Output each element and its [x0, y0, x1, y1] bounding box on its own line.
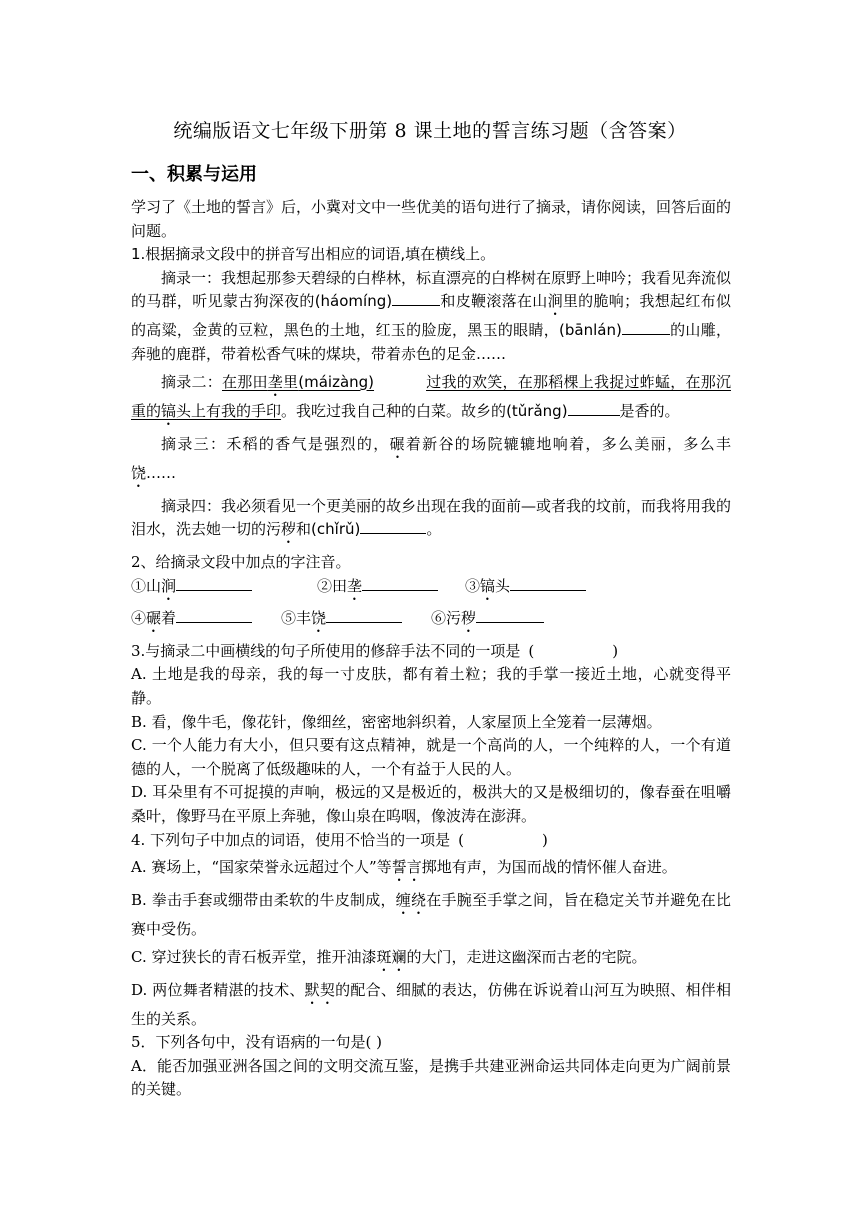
q2-blank[interactable] — [176, 575, 252, 591]
q2-blank[interactable] — [510, 575, 586, 591]
blank-turang[interactable] — [568, 400, 620, 416]
excerpt-4: 摘录四：我必须看见一个更美丽的故乡出现在我的面前—或者我的坟前，而我将用我的泪水，洗去她一切的污秽和(chǐrǔ) 。 — [131, 496, 732, 539]
q3-option-a: A. 土地是我的母亲，我的每一寸皮肤，都有着土粒；我的手掌一接近土地，心就变得平静。 — [131, 665, 731, 707]
excerpt-3: 摘录三：禾稻的香气是强烈的，碾着新谷的场院辘辘地响着，多么美丽，多么丰饶…… — [131, 434, 731, 482]
q4-option-b: B. 拳击手套或绷带由柔软的牛皮制成，缠绕在手腕至手掌之间，旨在稳定关节并避免在比赛中受伤。 — [131, 891, 731, 939]
q5-option-a: A．能否加强亚洲各国之间的文明交流互鉴，是携手共建亚洲命运共同体走向更为广阔前景的关键。 — [131, 1056, 731, 1099]
blank-banlan[interactable] — [622, 319, 670, 335]
dotted-char-jian: 涧 — [547, 292, 563, 311]
q5-stem: 5．下列各句中，没有语病的一句是( ) — [131, 1033, 383, 1052]
q4-stem: 4. 下列句子中加点的词语，使用不恰当的一项是 ( ) — [131, 830, 548, 849]
q3-option-c: C. 一个人能力有大小，但只要有这点精神，就是一个高尚的人，一个纯粹的人，一个有道德的人，一个脱离了低级趣味的人，一个有益于人民的人。 — [131, 736, 731, 778]
q2-item: ⑤丰饶 — [281, 607, 431, 636]
dotted-char-gao: 镐 — [161, 401, 177, 420]
dotted-word: 默契 — [304, 980, 336, 999]
q2-blank[interactable] — [326, 607, 402, 623]
q2-item: ④碾着 — [131, 607, 281, 636]
pinyin-maizang: (máizàng) — [298, 372, 375, 391]
pinyin-haoming: (háomíng) — [314, 292, 393, 311]
dotted-word: 誓言 — [391, 858, 422, 877]
dotted-char-nian: 碾 — [389, 434, 406, 453]
excerpt-1: 摘录一：我想起那参天碧绿的白桦林，标直漂亮的白桦树在原野上呻吟；我看见奔流似的马群，听见蒙古狗深夜的(háomíng) 和皮鞭滚落在山涧里的脆响；我想起红布似的高粱，金黄的豆粒，黑色的土地，红玉的脸庞，黑玉的眼睛，(bānlán) 的山雕，奔驰的鹿群，带着松香气味的煤块，带着赤色的足金…… — [131, 268, 732, 363]
page-title: 统编版语文七年级下册第 8 课土地的誓言练习题（含答案） — [173, 120, 687, 142]
dotted-word: 缠绕 — [395, 891, 427, 910]
q4-option-a: A. 赛场上，“国家荣誉永远超过个人”等誓言掷地有声，为国而战的情怀催人奋进。 — [131, 858, 677, 877]
q2-item: ②田垄 — [317, 575, 465, 604]
document-body — [131, 196, 731, 1102]
pinyin-turang: (tǔrǎng) — [506, 401, 568, 420]
blank-chiru[interactable] — [360, 518, 426, 534]
q2-row-2 — [131, 607, 731, 636]
dotted-char-hui: 秽 — [281, 520, 297, 539]
excerpt-2: 摘录二：在那田垄里(máizàng) 过我的欢笑，在那稻棵上我捉过蚱蜢，在那沉重的镐头上有我的手印。我吃过我自己种的白菜。故乡的(tǔrǎng) 是香的。 — [131, 372, 731, 420]
q2-item: ⑥污秽 — [431, 607, 544, 636]
q2-item: ③镐头 — [465, 575, 586, 604]
q3-option-d: D. 耳朵里有不可捉摸的声响，极远的又是极近的，极洪大的又是极细切的，像春蚕在咀嚼桑叶，像野马在平原上奔驰，像山泉在呜咽，像波涛在澎湃。 — [131, 783, 731, 825]
q3-option-b: B. 看，像牛毛，像花针，像细丝，密密地斜织着，人家屋顶上全笼着一层薄烟。 — [131, 712, 662, 731]
q2-item: ①山涧 — [131, 575, 317, 604]
q3-stem: 3.与摘录二中画横线的句子所使用的修辞手法不同的一项是 ( ) — [131, 641, 619, 660]
dotted-char-rao: 饶 — [131, 463, 147, 482]
section-heading: 一、积累与运用 — [131, 164, 257, 185]
q1-stem: 1.根据摘录文段中的拼音写出相应的词语,填在横线上。 — [131, 245, 496, 264]
q2-row-1 — [131, 575, 731, 604]
q2-stem: 2、给摘录文段中加点的字注音。 — [131, 553, 351, 572]
dotted-char-long: 垄 — [267, 372, 283, 391]
q4-option-c: C. 穿过狭长的青石板弄堂，推开油漆斑斓的大门，走进这幽深而古老的宅院。 — [131, 947, 647, 966]
pinyin-banlan: (bānlán) — [559, 321, 622, 340]
pinyin-chiru: (chǐrǔ) — [311, 520, 361, 539]
q2-blank[interactable] — [176, 607, 252, 623]
intro-paragraph: 学习了《土地的誓言》后，小冀对文中一些优美的语句进行了摘录，请你阅读，回答后面的问题。 — [131, 198, 732, 240]
blank-haoming[interactable] — [392, 290, 440, 306]
dotted-word: 斑斓 — [376, 947, 407, 966]
q4-option-d: D. 两位舞者精湛的技术、默契的配合、细腻的表达，仿佛在诉说着山河互为映照、相伴相生的关系。 — [131, 980, 731, 1028]
q2-blank[interactable] — [362, 575, 438, 591]
q2-blank[interactable] — [476, 607, 544, 623]
underlined-sentence: 在那田垄里(máizàng) 过我的欢笑，在那稻棵上我捉过蚱蜢，在那沉重的镐头上有我的手印 — [131, 372, 731, 420]
